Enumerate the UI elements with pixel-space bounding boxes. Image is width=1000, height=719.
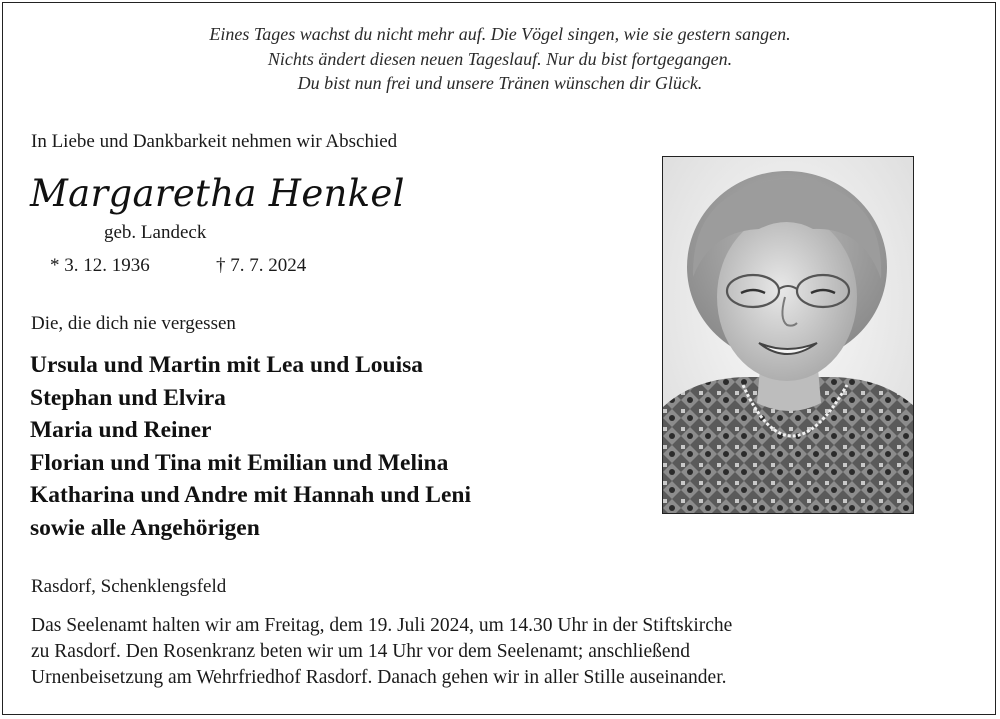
death-date: † 7. 7. 2024 xyxy=(216,255,307,276)
family-line: Maria und Reiner xyxy=(30,417,212,443)
deceased-name: Margaretha Henkel xyxy=(30,172,405,215)
service-line: Das Seelenamt halten wir am Freitag, dem 19. Juli 2024, um 14.30 Uhr in der Stiftskirche xyxy=(31,615,733,636)
family-line: Katharina und Andre mit Hannah und Leni xyxy=(30,482,471,508)
family-line: Florian und Tina mit Emilian und Melina xyxy=(30,449,449,476)
maiden-name: geb. Landeck xyxy=(104,222,207,243)
service-info xyxy=(31,613,971,691)
poem-line: Eines Tages wachst du nicht mehr auf. Die Vögel singen, wie sie gestern sangen. xyxy=(209,24,791,44)
service-line: Urnenbeisetzung am Wehrfriedhof Rasdorf. Danach gehen wir in aller Stille auseinander. xyxy=(31,667,727,688)
family-list xyxy=(30,349,471,544)
family-line: Stephan und Elvira xyxy=(30,384,226,411)
place-line: Rasdorf, Schenklengsfeld xyxy=(31,576,227,597)
poem-line: Du bist nun frei und unsere Tränen wünschen dir Glück. xyxy=(297,73,703,93)
farewell-intro: In Liebe und Dankbarkeit nehmen wir Abschied xyxy=(31,131,398,152)
poem xyxy=(0,22,1000,96)
portrait-illustration xyxy=(663,157,914,514)
birth-date: * 3. 12. 1936 xyxy=(50,255,150,276)
mourners-intro: Die, die dich nie vergessen xyxy=(31,313,236,334)
family-line: Ursula und Martin mit Lea und Louisa xyxy=(30,352,424,378)
portrait-photo xyxy=(662,156,914,514)
family-line: sowie alle Angehörigen xyxy=(30,514,260,541)
service-line: zu Rasdorf. Den Rosenkranz beten wir um 14 Uhr vor dem Seelenamt; anschließend xyxy=(31,641,691,662)
poem-line: Nichts ändert diesen neuen Tageslauf. Nur du bist fortgegangen. xyxy=(267,48,733,69)
